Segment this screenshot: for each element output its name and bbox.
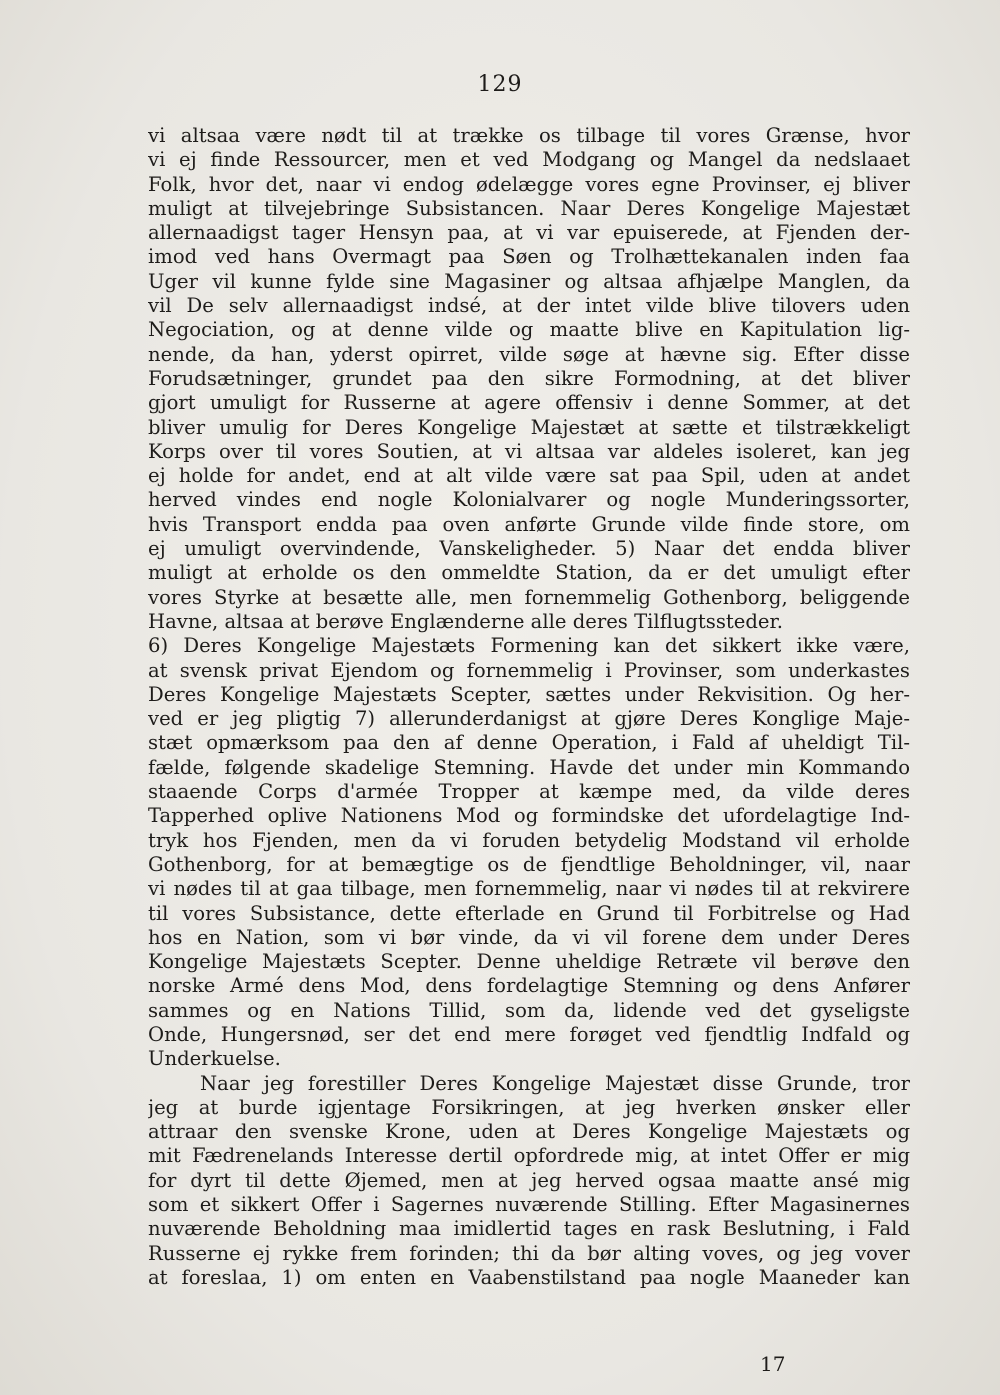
text-line: Negociation, og at denne vilde og maatte blive en Kapitulation lig- [148,318,910,342]
text-line: vores Styrke at besætte alle, men fornemmelig Gothenborg, beliggende [148,585,910,609]
text-line: at foreslaa, 1) om enten en Vaabenstilstand paa nogle Maaneder kan [148,1265,910,1289]
text-line: at svensk privat Ejendom og fornemmelig i Provinser, som underkastes [148,658,910,682]
text-line: hos en Nation, som vi bør vinde, da vi vil forene dem under Deres [148,925,910,949]
page-number: 129 [477,72,523,97]
text-line: fælde, følgende skadelige Stemning. Havde det under min Kommando [148,755,910,779]
text-line: muligt at tilvejebringe Subsistancen. Naar Deres Kongelige Majestæt [148,196,910,220]
text-line: vi altsaa være nødt til at trække os tilbage til vores Grænse, hvor [148,124,910,147]
text-line: staaende Corps d'armée Tropper at kæmpe med, da vilde deres [148,780,910,804]
text-line: tryk hos Fjenden, men da vi foruden betydelig Modstand vil erholde [148,828,910,852]
text-line: for dyrt til dette Øjemed, men at jeg herved ogsaa maatte ansé mig [148,1168,910,1192]
text-line: herved vindes end nogle Kolonialvarer og nogle Munderingssorter, [148,488,910,512]
text-line: Folk, hvor det, naar vi endog ødelægge vores egne Provinser, ej bliver [148,172,910,196]
text-line: Kongelige Majestæts Scepter. Denne uheldige Retræte vil berøve den [148,950,910,974]
signature-mark: 17 [760,1352,786,1376]
text-line: Havne, altsaa at berøve Englænderne alle deres Tilflugtssteder. [148,609,783,633]
text-line: muligt at erholde os den ommeldte Station, da er det umuligt efter [148,561,910,585]
text-line: allernaadigst tager Hensyn paa, at vi var epuiserede, at Fjenden der- [148,221,910,245]
text-line: vi ej finde Ressourcer, men et ved Modgang og Mangel da nedslaaet [148,148,910,172]
text-line: Uger vil kunne fylde sine Magasiner og altsaa afhjælpe Manglen, da [148,269,910,293]
text-line: nuværende Beholdning maa imidlertid tages en rask Beslutning, i Fald [148,1217,910,1241]
text-line: mit Fædrenelands Interesse dertil opfordrede mig, at intet Offer er mig [148,1144,910,1168]
text-line: Onde, Hungersnød, ser det end mere forøget ved fjendtlig Indfald og [148,1022,910,1046]
text-line: nende, da han, yderst opirret, vilde søge at hævne sig. Efter disse [148,342,910,366]
text-line: attraar den svenske Krone, uden at Deres Kongelige Majestæts og [148,1120,910,1144]
text-line: 6) Deres Kongelige Majestæts Formening kan det sikkert ikke være, [148,634,910,658]
text-line: Underkuelse. [148,1047,281,1071]
body-text [148,124,910,1290]
text-line: vi nødes til at gaa tilbage, men fornemmelig, naar vi nødes til at rekvirere [148,877,910,901]
text-line: ved er jeg pligtig 7) allerunderdanigst at gjøre Deres Konglige Maje- [148,707,910,731]
text-line: Gothenborg, for at bemægtige os de fjendtlige Beholdninger, vil, naar [148,852,910,876]
text-line: sammes og en Nations Tillid, som da, lidende ved det gyseligste [148,998,910,1022]
text-line: gjort umuligt for Russerne at agere offensiv i denne Sommer, at det [148,391,910,415]
text-line: vil De selv allernaadigst indsé, at der intet vilde blive tilovers uden [148,294,910,318]
text-line: som et sikkert Offer i Sagernes nuværende Stilling. Efter Magasinernes [148,1193,910,1217]
text-line: norske Armé dens Mod, dens fordelagtige Stemning og dens Anfører [148,974,910,998]
text-line: bliver umulig for Deres Kongelige Majestæt at sætte et tilstrækkeligt [148,415,910,439]
text-line: Naar jeg forestiller Deres Kongelige Majestæt disse Grunde, tror [200,1071,910,1095]
text-line: til vores Subsistance, dette efterlade en Grund til Forbitrelse og Had [148,901,910,925]
text-line: jeg at burde igjentage Forsikringen, at jeg hverken ønsker eller [148,1095,910,1119]
text-line: Tapperhed oplive Nationens Mod og formindske det ufordelagtige Ind- [148,804,910,828]
text-line: hvis Transport endda paa oven anførte Grunde vilde finde store, om [148,512,910,536]
text-line: Russerne ej rykke frem forinden; thi da bør alting voves, og jeg vover [148,1241,910,1265]
text-line: stæt opmærksom paa den af denne Operation, i Fald af uheldigt Til- [148,731,910,755]
text-line: Deres Kongelige Majestæts Scepter, sættes under Rekvisition. Og her- [148,682,910,706]
text-line: Forudsætninger, grundet paa den sikre Formodning, at det bliver [148,366,910,390]
text-line: imod ved hans Overmagt paa Søen og Trolhættekanalen inden faa [148,245,910,269]
text-line: ej holde for andet, end at alt vilde være sat paa Spil, uden at andet [148,464,910,488]
text-line: Korps over til vores Soutien, at vi altsaa var aldeles isoleret, kan jeg [148,439,910,463]
text-line: ej umuligt overvindende, Vanskeligheder. 5) Naar det endda bliver [148,537,910,561]
